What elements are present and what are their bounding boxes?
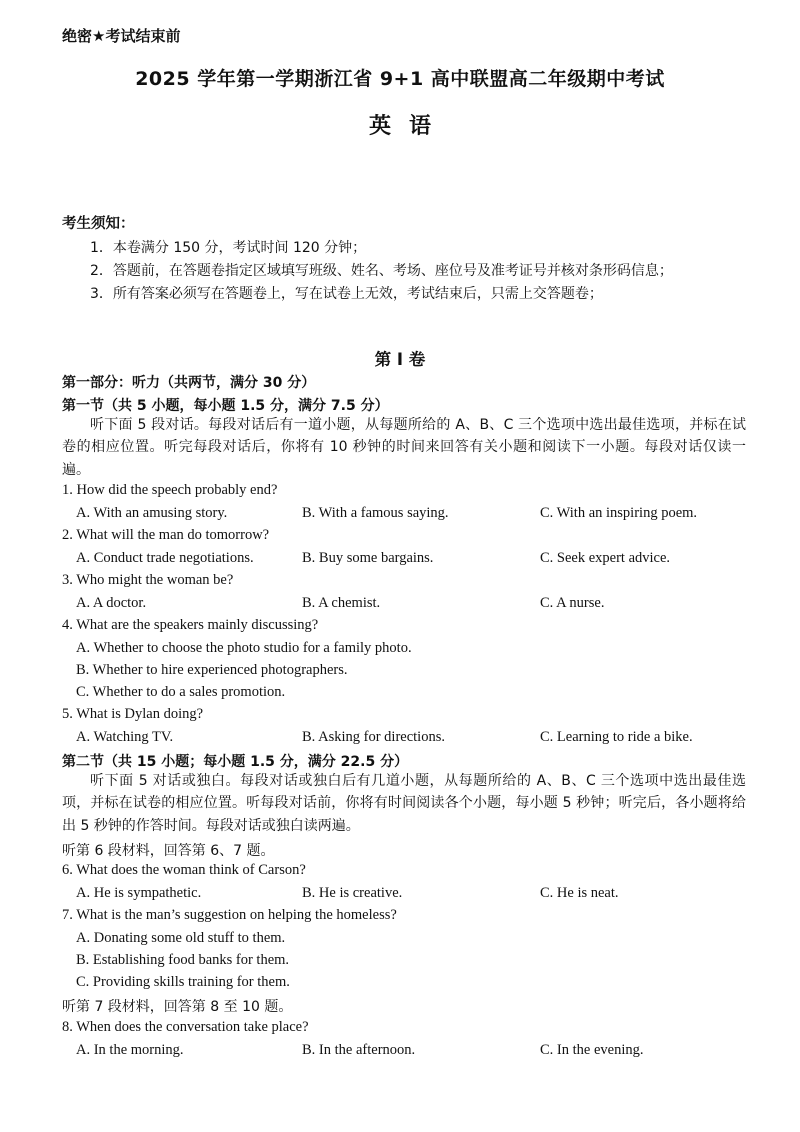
q1-option-c: C. With an inspiring poem. <box>540 505 698 521</box>
q8-option-c: C. In the evening. <box>540 1042 644 1058</box>
question-8: 8. When does the conversation take place? <box>62 1019 309 1035</box>
volume-title: 第 I 卷 <box>374 350 426 369</box>
q7-option-b: B. Establishing food banks for them. <box>76 952 290 968</box>
q6-option-a: A. He is sympathetic. <box>76 885 202 901</box>
question-1: 1. How did the speech probably end? <box>62 482 278 498</box>
q5-option-c: C. Learning to ride a bike. <box>540 729 693 745</box>
notice-heading: 考生须知： <box>62 216 135 232</box>
q1-option-a: A. With an amusing story. <box>76 505 228 521</box>
q8-option-b: B. In the afternoon. <box>302 1042 416 1058</box>
q7-option-a: A. Donating some old stuff to them. <box>76 930 286 946</box>
question-7: 7. What is the man’s suggestion on helping the homeless? <box>62 907 397 923</box>
section2-instructions: 听下面 5 对话或独白。每段对话或独白后有几道小题，从每题所给的 A、B、C 三个选项中选出最佳选项，并标在试卷的相应位置。听每段对话前，你将有时间阅读各个小题，每小题 5 秒钟；听完后，各小题将给出 5 秒钟的作答时间。每段对话或独白读两遍。 <box>62 773 746 834</box>
exam-title: 2025 学年第一学期浙江省 9+1 高中联盟高二年级期中考试 <box>135 68 665 90</box>
part1-heading: 第一部分：听力（共两节，满分 30 分） <box>62 375 316 391</box>
section2-heading: 第二节（共 15 小题；每小题 1.5 分，满分 22.5 分） <box>62 754 409 770</box>
q4-option-a: A. Whether to choose the photo studio for a family photo. <box>76 640 412 656</box>
question-5: 5. What is Dylan doing? <box>62 706 204 722</box>
q5-option-b: B. Asking for directions. <box>302 729 445 745</box>
q2-option-a: A. Conduct trade negotiations. <box>76 550 254 566</box>
q6-option-b: B. He is creative. <box>302 885 403 901</box>
q5-option-a: A. Watching TV. <box>76 729 174 745</box>
q2-option-b: B. Buy some bargains. <box>302 550 434 566</box>
q4-option-b: B. Whether to hire experienced photographers. <box>76 662 348 678</box>
notice-item: 3．所有答案必须写在答题卷上，写在试卷上无效，考试结束后，只需上交答题卷； <box>90 286 603 302</box>
q3-option-c: C. A nurse. <box>540 595 605 611</box>
section1-instructions: 听下面 5 段对话。每段对话后有一道小题，从每题所给的 A、B、C 三个选项中选出最佳选项，并标在试卷的相应位置。听完每段对话后，你将有 10 秒钟的时间来回答有关小题和阅读下一小题。每段对话仅读一遍。 <box>62 417 746 478</box>
q3-option-b: B. A chemist. <box>302 595 381 611</box>
q3-option-a: A. A doctor. <box>76 595 147 611</box>
q4-option-c: C. Whether to do a sales promotion. <box>76 684 286 700</box>
q8-option-a: A. In the morning. <box>76 1042 184 1058</box>
listen-note-6: 听第 6 段材料，回答第 6、7 题。 <box>62 843 275 859</box>
section1-heading: 第一节（共 5 小题，每小题 1.5 分，满分 7.5 分） <box>62 398 389 414</box>
q6-option-c: C. He is neat. <box>540 885 619 901</box>
question-4: 4. What are the speakers mainly discussing? <box>62 617 319 633</box>
q2-option-c: C. Seek expert advice. <box>540 550 671 566</box>
q1-option-b: B. With a famous saying. <box>302 505 449 521</box>
question-6: 6. What does the woman think of Carson? <box>62 862 306 878</box>
listen-note-7: 听第 7 段材料，回答第 8 至 10 题。 <box>62 999 293 1015</box>
question-2: 2. What will the man do tomorrow? <box>62 527 270 543</box>
question-3: 3. Who might the woman be? <box>62 572 234 588</box>
q7-option-c: C. Providing skills training for them. <box>76 974 290 990</box>
notice-item: 1．本卷满分 150 分，考试时间 120 分钟； <box>90 240 367 256</box>
secret-mark: 绝密★考试结束前 <box>62 27 181 45</box>
notice-item: 2．答题前，在答题卷指定区域填写班级、姓名、考场、座位号及准考证号并核对条形码信息； <box>90 263 673 279</box>
subject-title: 英语 <box>368 114 449 139</box>
